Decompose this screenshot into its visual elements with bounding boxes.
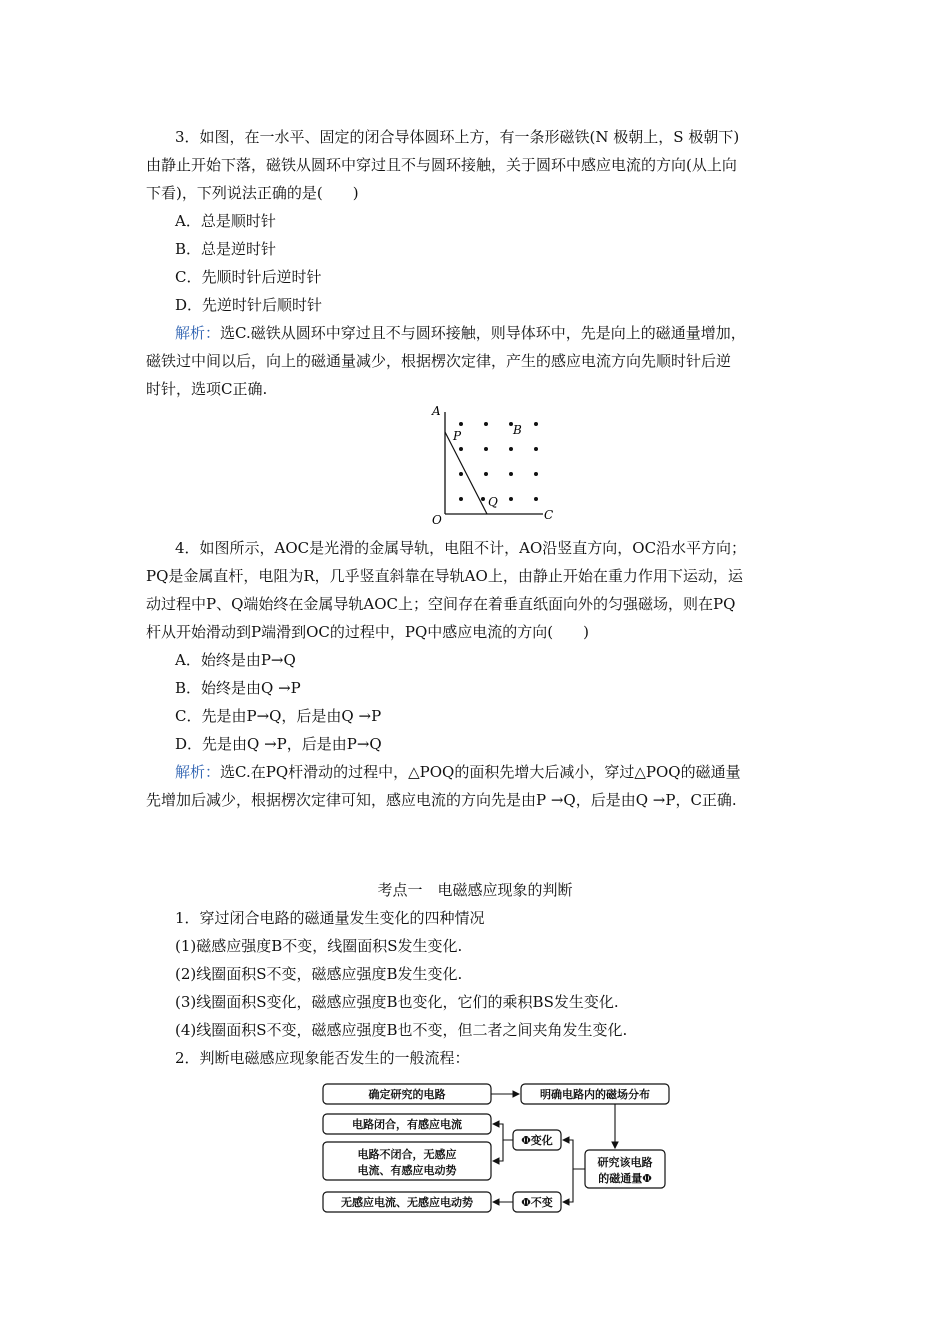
case-4: (4)线圈面积S不变，磁感应强度B也不变，但二者之间夹角发生变化. [175,1021,628,1039]
rod-pq [445,432,487,514]
q4-stem-line-1: 4．如图所示，AOC是光滑的金属导轨，电阻不计，AO沿竖直方向，OC沿水平方向； [175,539,747,557]
q4-option-b: B．始终是由Q →P [175,679,301,697]
rail-magnetic-field-figure [425,400,565,528]
arrow-3-nochange [563,1169,573,1202]
q4-analysis-line-2: 先增加后减少，根据楞次定律可知，感应电流的方向先是由P →Q，后是由Q →P，C正确. [146,791,737,809]
svg-text:确定研究的电路: 确定研究的电路 [368,1088,446,1101]
q3-stem-line-1: 3．如图，在一水平、固定的闭合导体圆环上方，有一条形磁铁(N 极朝上，S 极朝下) [175,128,740,146]
q4-option-c: C．先是由P→Q，后是由Q →P [175,707,382,725]
q3-analysis-line-3: 时针，选项C正确. [146,380,268,398]
case-1: (1)磁感应强度B不变，线圈面积S发生变化. [175,937,463,955]
q4-stem-line-2: PQ是金属直杆，电阻为R，几乎竖直斜靠在导轨AO上，由静止开始在重力作用下运动，运 [146,567,743,585]
field-dots [459,422,538,501]
label-b: B [513,423,522,437]
q4-analysis-label: 解析： [175,763,221,781]
svg-text:明确电路内的磁场分布: 明确电路内的磁场分布 [540,1088,650,1101]
case-2: (2)线圈面积S不变，磁感应强度B发生变化. [175,965,463,983]
q4-stem-line-4: 杆从开始滑动到P端滑到OC的过程中，PQ中感应电流的方向( ) [146,623,589,641]
label-q: Q [488,495,498,509]
arrow-change-open [493,1140,503,1161]
q4-stem-line-3: 动过程中P、Q端始终在金属导轨AOC上；空间存在着垂直纸面向外的匀强磁场，则在PQ [146,595,736,613]
q3-analysis-text-1: 选C.磁铁从圆环中穿过且不与圆环接触，则导体环中，先是向上的磁通量增加， [220,324,746,342]
arrow-3-change [563,1140,585,1169]
svg-text:电路闭合，有感应电流: 电路闭合，有感应电流 [352,1118,462,1131]
q4-option-a: A．始终是由P→Q [175,651,296,669]
section-point-1: 1．穿过闭合电路的磁通量发生变化的四种情况 [175,909,485,927]
svg-text:无感应电流、无感应电动势: 无感应电流、无感应电动势 [341,1196,473,1209]
svg-text:研究该电路: 研究该电路 [597,1156,653,1169]
section-point-2: 2．判断电磁感应现象能否发生的一般流程： [175,1049,470,1067]
svg-text:电路不闭合，无感应: 电路不闭合，无感应 [357,1148,457,1161]
q3-analysis-line-1 [175,323,746,343]
q4-analysis-text-1: 选C.在PQ杆滑动的过程中，△POQ的面积先增大后减小，穿过△POQ的磁通量 [220,763,741,781]
q3-option-b: B．总是逆时针 [175,240,277,258]
label-a: A [432,404,441,418]
label-p: P [453,429,462,443]
svg-text:Φ变化: Φ变化 [521,1134,553,1147]
svg-text:电流、有感应电动势: 电流、有感应电动势 [357,1164,457,1177]
q3-analysis-label: 解析： [175,324,221,342]
flowchart [315,1078,675,1218]
q4-option-d: D．先是由Q →P，后是由P→Q [175,735,382,753]
section-title: 考点一 电磁感应现象的判断 [377,881,573,899]
q3-stem-line-3: 下看)，下列说法正确的是( ) [146,184,359,202]
label-c: C [544,508,554,522]
q3-option-d: D．先逆时针后顺时针 [175,296,323,314]
label-o: O [432,513,442,527]
q3-stem-line-2: 由静止开始下落，磁铁从圆环中穿过且不与圆环接触，关于圆环中感应电流的方向(从上向 [146,156,737,174]
arrow-change-closed [493,1124,513,1140]
q3-option-a: A．总是顺时针 [175,212,276,230]
case-3: (3)线圈面积S变化，磁感应强度B也变化，它们的乘积BS发生变化. [175,993,619,1011]
q3-analysis-line-2: 磁铁过中间以后，向上的磁通量减少，根据楞次定律，产生的感应电流方向先顺时针后逆 [146,352,732,370]
q4-analysis-line-1 [175,762,741,782]
svg-text:Φ不变: Φ不变 [521,1196,553,1209]
svg-text:的磁通量Φ: 的磁通量Φ [598,1172,652,1185]
q3-option-c: C．先顺时针后逆时针 [175,268,322,286]
